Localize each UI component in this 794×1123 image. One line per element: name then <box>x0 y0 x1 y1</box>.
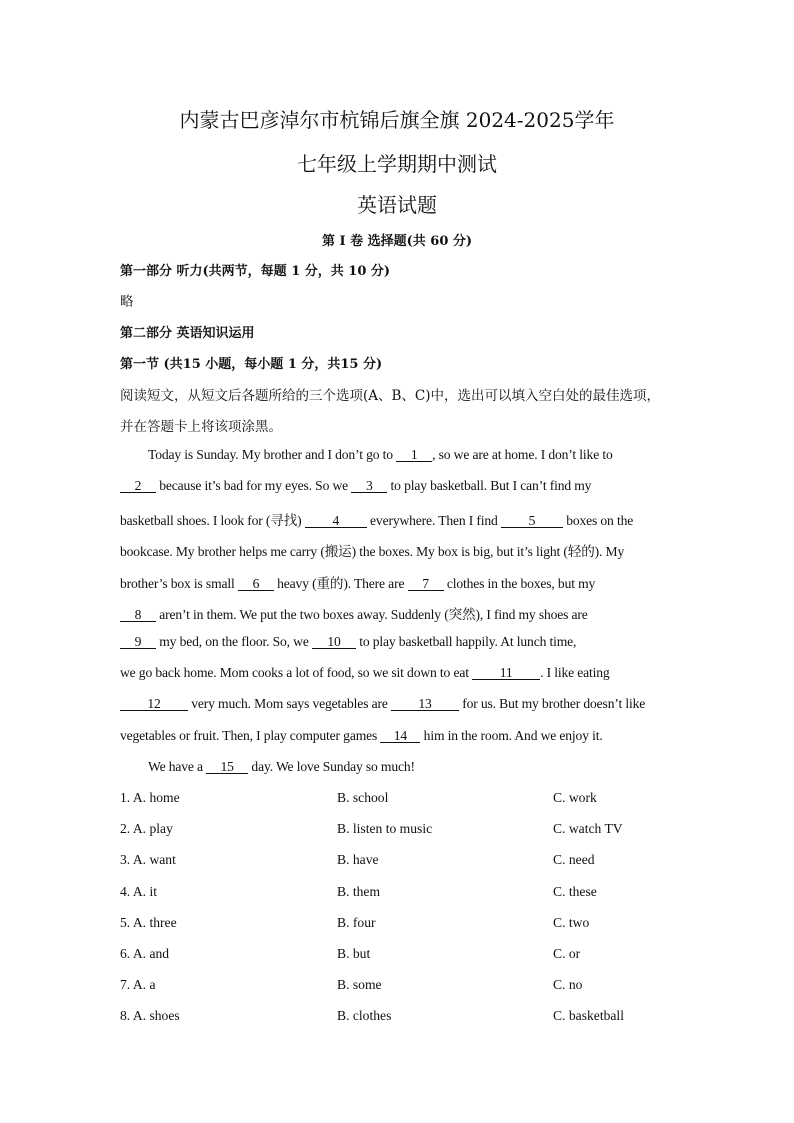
q4-option-c: C. these <box>553 884 597 899</box>
passage-line <box>120 728 603 744</box>
q3-option-b: B. have <box>337 852 379 867</box>
exam-title-line2: 七年级上学期期中测试 <box>297 152 497 176</box>
blank-10: 10 <box>312 635 356 649</box>
passage-line <box>120 478 591 494</box>
q5-option-a: 5. A. three <box>120 915 177 930</box>
passage-line <box>120 665 610 681</box>
passage-text: everywhere. Then I find <box>366 513 501 528</box>
passage-text: basketball shoes. I look for (寻找) <box>120 513 305 528</box>
q1-option-b: B. school <box>337 790 389 805</box>
q6-option-a: 6. A. and <box>120 946 170 961</box>
passage-text: . I like eating <box>540 665 610 680</box>
blank-11: 11 <box>472 666 540 680</box>
q7-option-b: B. some <box>337 977 382 992</box>
q7-option-c: C. no <box>553 977 583 992</box>
blank-8: 8 <box>120 608 156 622</box>
q5-option-c: C. two <box>553 915 590 930</box>
q4-option-b: B. them <box>337 884 381 899</box>
passage-line <box>148 447 613 463</box>
q8-option-a: 8. A. shoes <box>120 1008 180 1023</box>
blank-3: 3 <box>351 479 387 493</box>
blank-4: 4 <box>305 514 367 528</box>
volume-title: 第 I 卷 选择题(共 60 分) <box>321 234 473 249</box>
passage-text: because it’s bad for my eyes. So we <box>156 478 352 493</box>
exam-title-line1: 内蒙古巴彦淖尔市杭锦后旗全旗 2024-2025学年 <box>179 108 615 132</box>
passage-text: we go back home. Mom cooks a lot of food, so we sit down to eat <box>120 665 473 680</box>
q5-option-b: B. four <box>337 915 376 930</box>
blank-6: 6 <box>238 577 274 591</box>
passage-text: vegetables or fruit. Then, I play computer games <box>120 728 381 743</box>
passage-line <box>120 540 624 560</box>
q8-option-b: B. clothes <box>337 1008 392 1023</box>
blank-13: 13 <box>391 697 459 711</box>
passage-text: brother’s box is small <box>120 576 238 591</box>
q4-option-a: 4. A. it <box>120 884 158 899</box>
section1-heading: 第一节 (共15 小题，每小题 1 分，共15 分) <box>120 357 383 372</box>
passage-line <box>120 634 576 650</box>
instruction-line2: 并在答题卡上将该项涂黑。 <box>120 419 282 435</box>
passage-text: bookcase. My brother helps me carry (搬运) the boxes. My box is big, but it’s light (轻的). My <box>120 544 625 559</box>
passage-line <box>120 603 588 623</box>
passage-text: heavy (重的). There are <box>273 576 408 591</box>
q2-option-a: 2. A. play <box>120 821 173 836</box>
passage-text: boxes on the <box>562 513 634 528</box>
blank-2: 2 <box>120 479 156 493</box>
q1-option-c: C. work <box>553 790 597 805</box>
q3-option-c: C. need <box>553 852 595 867</box>
blank-1: 1 <box>396 448 432 462</box>
passage-line <box>120 509 633 529</box>
blank-15: 15 <box>206 760 248 774</box>
passage-line <box>120 572 595 592</box>
part1-heading: 第一部分 听力(共两节，每题 1 分，共 10 分) <box>120 264 391 279</box>
passage-text: day. We love Sunday so much! <box>248 759 415 774</box>
q6-option-c: C. or <box>553 946 581 961</box>
blank-12: 12 <box>120 697 188 711</box>
passage-text: for us. But my brother doesn’t like <box>458 696 646 711</box>
q2-option-b: B. listen to music <box>337 821 433 836</box>
q2-option-c: C. watch TV <box>553 821 623 836</box>
passage-line <box>120 696 645 712</box>
blank-9: 9 <box>120 635 156 649</box>
passage-text: very much. Mom says vegetables are <box>188 696 391 711</box>
blank-14: 14 <box>380 729 420 743</box>
passage-text: Today is Sunday. My brother and I don’t go to <box>148 447 397 462</box>
passage-text: him in the room. And we enjoy it. <box>420 728 603 743</box>
instruction-line1: 阅读短文，从短文后各题所给的三个选项(A、B、C)中，选出可以填入空白处的最佳选项， <box>120 388 661 404</box>
passage-text: to play basketball happily. At lunch time, <box>355 634 577 649</box>
q7-option-a: 7. A. a <box>120 977 156 992</box>
passage-text: to play basketball. But I can’t find my <box>387 478 592 493</box>
passage-line <box>148 759 415 775</box>
q3-option-a: 3. A. want <box>120 852 176 867</box>
q6-option-b: B. but <box>337 946 371 961</box>
q8-option-c: C. basketball <box>553 1008 624 1023</box>
passage-text: aren’t in them. We put the two boxes away. Suddenly (突然), I find my shoes are <box>156 607 588 622</box>
passage-text: We have a <box>148 759 207 774</box>
q1-option-a: 1. A. home <box>120 790 180 805</box>
passage-text: clothes in the boxes, but my <box>443 576 596 591</box>
passage-text: my bed, on the floor. So, we <box>156 634 312 649</box>
exam-title-line3: 英语试题 <box>357 193 437 217</box>
blank-5: 5 <box>501 514 563 528</box>
passage-text: , so we are at home. I don’t like to <box>432 447 613 462</box>
blank-7: 7 <box>408 577 444 591</box>
part1-body: 略 <box>120 294 134 310</box>
part2-heading: 第二部分 英语知识运用 <box>120 326 255 341</box>
